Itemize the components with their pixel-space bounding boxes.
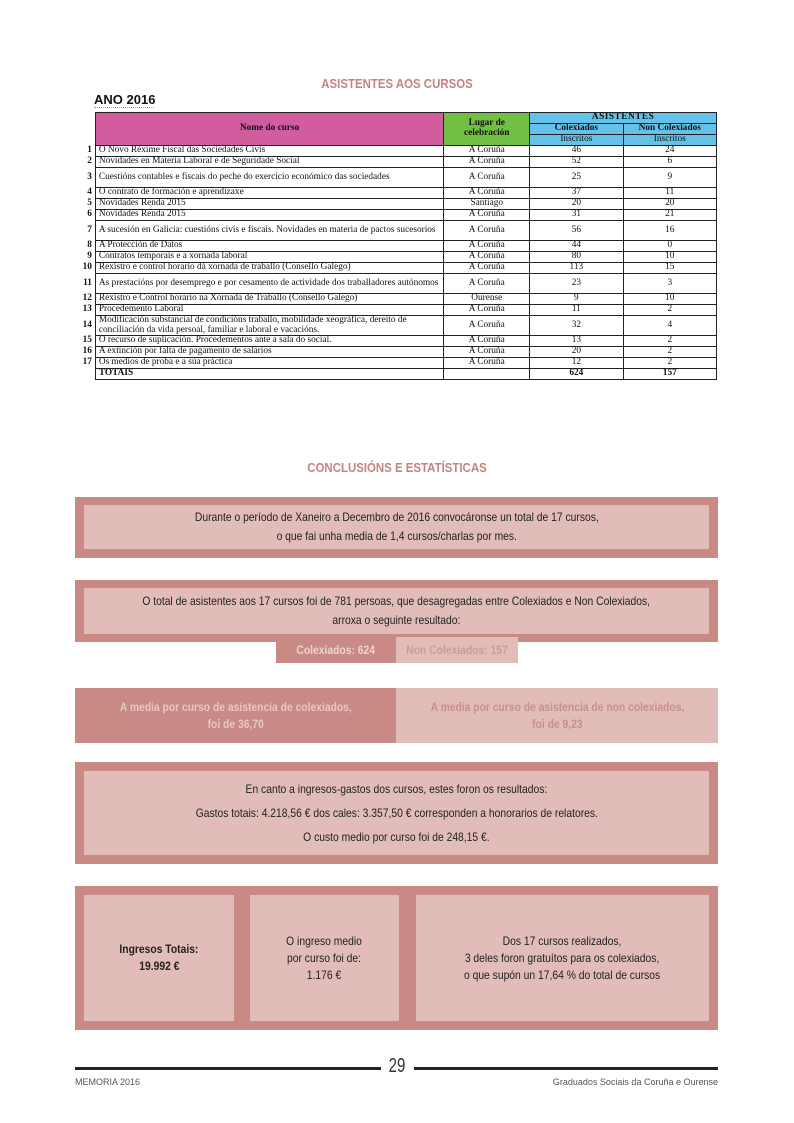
media-colexiados-box: A media por curso de asistencia de colexiados, foi de 36,70: [75, 688, 396, 743]
footer-rule-left: [75, 1067, 381, 1070]
table-row: 7 A sucesión en Galicia: cuestións civís e fiscais. Novidades en materia de pactos sucesorios A Coruña 56 16: [80, 221, 717, 241]
ingresos-totais-cell: Ingresos Totais: 19.992 €: [84, 895, 234, 1021]
table-row: 9 Contratos temporais e a xornada laboral A Coruña 80 10: [80, 252, 717, 263]
table-row: 12 Rexistro e Control horario na Xornada de Traballo (Consello Galego) Ourense 9 10: [80, 294, 717, 305]
media-non-colexiados-box: A media por curso de asistencia de non colexiados, foi de 9,23: [396, 688, 718, 743]
year-label: ANO 2016: [94, 92, 156, 107]
table-row: 3 Cuestións contables e fiscais do peche do exercicio económico das sociedades A Coruña 25 9: [80, 168, 717, 188]
table-row: 4 O contrato de formación e aprendizaxe A Coruña 37 11: [80, 188, 717, 199]
non-colexiados-total-badge: Non Colexiados: 157: [396, 637, 518, 663]
colexiados-total-badge: Colexiados: 624: [276, 637, 396, 663]
section-title-conclusions: CONCLUSIÓNS E ESTATÍSTICAS: [307, 460, 487, 475]
totals-row: TOTAIS 624 157: [80, 369, 717, 380]
courses-table: [80, 112, 717, 380]
col-header-place: Lugar de celebración: [444, 113, 530, 146]
col-header-asistentes: ASISTENTES: [530, 113, 717, 124]
table-row: 16 A extinción por falta de pagamento de salarios A Coruña 20 2: [80, 347, 717, 358]
year-underline: [94, 107, 154, 109]
col-header-non-colexiados: Non Colexiados: [623, 124, 716, 135]
summary-box-expenses: En canto a ingresos-gastos dos cursos, estes foron os resultados: Gastos totais: 4.218,56 € dos cales: 3.357,50 € corresponden a honorarios de relatores. O custo medio por curso foi de 248,15 €.: [75, 762, 718, 864]
table-row: 2 Novidades en Materia Laboral e de Seguridade Social A Coruña 52 6: [80, 157, 717, 168]
cursos-gratuitos-cell: Dos 17 cursos realizados, 3 deles foron gratuítos para os colexiados, o que supón un 17,64 % do total de cursos: [416, 895, 709, 1021]
subheader-inscritos: Inscritos: [530, 135, 623, 146]
table-row: 5 Novidades Renda 2015 Santiago 20 20: [80, 199, 717, 210]
summary-box-courses: Durante o período de Xaneiro a Decembro de 2016 convocáronse un total de 17 cursos, o que fai unha media de 1,4 cursos/charlas por mes.: [75, 497, 718, 558]
section-title-asistentes: ASISTENTES AOS CURSOS: [321, 76, 473, 91]
table-row: 11 As prestacións por desemprego e por cesamento de actividade dos traballadores autónomos A Coruña 23 3: [80, 274, 717, 294]
ingreso-medio-cell: O ingreso medio por curso foi de: 1.176 €: [250, 895, 399, 1021]
summary-box-attendees: O total de asistentes aos 17 cursos foi de 781 persoas, que desagregadas entre Colexiados e Non Colexiados, arroxa o seguinte resultado:: [75, 580, 718, 642]
table-row: 14 Modificación substancial de condicións traballo, mobilidade xeográfica, dereito de conciliación da vida persoal, familiar e laboral e vacacións. A Coruña 32 4: [80, 316, 717, 336]
subheader-inscritos: Inscritos: [623, 135, 716, 146]
table-row: 1 O Novo Réxime Fiscal das Sociedades Civís A Coruña 46 24: [80, 146, 717, 157]
table-row: 17 Os medios de proba e a súa práctica A Coruña 12 2: [80, 358, 717, 369]
footer-rule-right: [414, 1067, 718, 1070]
table-row: 6 Novidades Renda 2015 A Coruña 31 21: [80, 210, 717, 221]
page-number: 29: [388, 1055, 406, 1077]
footer-left-text: MEMORIA 2016: [75, 1077, 141, 1087]
table-header-row: [80, 113, 717, 124]
table-row: 15 O recurso de suplicación. Procedementos ante a sala do social. A Coruña 13 2: [80, 336, 717, 347]
table-row: 10 Rexistro e control horario dá xornada de traballo (Consello Galego) A Coruña 113 15: [80, 263, 717, 274]
col-header-name: Nome do curso: [95, 113, 443, 146]
table-row: 13 Procedemento Laboral A Coruña 11 2: [80, 305, 717, 316]
summary-box-income: [75, 886, 718, 1030]
footer-right-text: Graduados Sociais da Coruña e Ourense: [552, 1077, 718, 1087]
table-row: 8 A Protección de Datos A Coruña 44 0: [80, 241, 717, 252]
col-header-colexiados: Colexiados: [530, 124, 623, 135]
